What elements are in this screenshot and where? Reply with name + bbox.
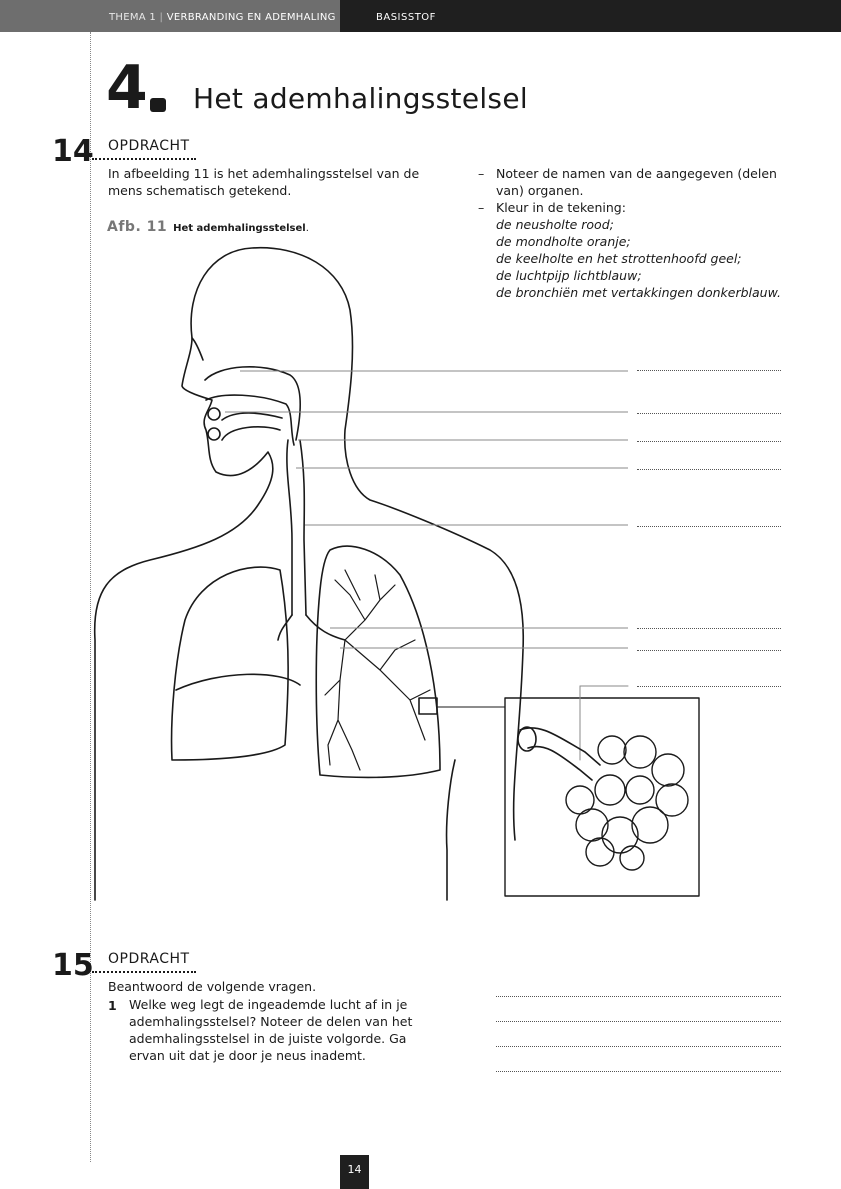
answer-line-5[interactable] bbox=[637, 526, 781, 527]
answer-line-8[interactable] bbox=[637, 686, 781, 687]
neck-left bbox=[192, 338, 203, 360]
page-number: 14 bbox=[340, 1155, 369, 1189]
dash: – bbox=[478, 200, 485, 215]
answer-line-7[interactable] bbox=[637, 650, 781, 651]
color-line-mondholte: de mondholte oranje; bbox=[496, 234, 631, 249]
bronchiole bbox=[520, 728, 600, 780]
intro-line-1: In afbeelding 11 is het ademhalingsstelsel van de bbox=[108, 166, 420, 181]
answer-line-4[interactable] bbox=[637, 469, 781, 470]
assignment-14-label: OPDRACHT bbox=[108, 138, 190, 154]
bronchus-left bbox=[278, 615, 292, 640]
assignment-15-dots bbox=[92, 971, 196, 973]
alveoli-cluster bbox=[566, 736, 688, 870]
color-line-neusholte: de neusholte rood; bbox=[496, 217, 614, 232]
left-lung bbox=[172, 567, 289, 760]
color-line-keelholte: de keelholte en het strottenhoofd geel; bbox=[496, 251, 742, 266]
trachea-right bbox=[300, 440, 306, 615]
question-1-line-4: ervan uit dat je door je neus inademt. bbox=[129, 1048, 366, 1063]
answer-line-2[interactable] bbox=[637, 413, 781, 414]
color-line-bronchien: de bronchiën met vertakkingen donkerblauw. bbox=[496, 285, 781, 300]
answer-line-q1-1[interactable] bbox=[496, 996, 781, 997]
assignment-14-number: 14 bbox=[52, 134, 94, 169]
body-outline bbox=[95, 248, 524, 900]
instruction-1-line-2: van) organen. bbox=[496, 183, 584, 198]
instruction-1-line-1: Noteer de namen van de aangegeven (delen bbox=[496, 166, 777, 181]
answer-line-1[interactable] bbox=[637, 370, 781, 371]
bronchiole-opening bbox=[518, 727, 536, 751]
answer-line-6[interactable] bbox=[637, 628, 781, 629]
palate bbox=[222, 413, 282, 420]
chapter-title: Het ademhalingsstelsel bbox=[193, 82, 528, 115]
figure-label: Afb. 11 bbox=[107, 219, 168, 235]
zoom-box-source bbox=[419, 698, 437, 714]
question-1-line-2: ademhalingsstelsel? Noteer de delen van het bbox=[129, 1014, 413, 1029]
bronchial-tree bbox=[325, 570, 430, 770]
figure-caption-text: Het ademhalingsstelsel bbox=[173, 223, 306, 234]
figure-caption-period: . bbox=[305, 223, 309, 234]
instruction-2-line-1: Kleur in de tekening: bbox=[496, 200, 626, 215]
header-thema: THEMA 1 bbox=[109, 12, 157, 23]
color-line-luchtpijp: de luchtpijp lichtblauw; bbox=[496, 268, 642, 283]
header-thema-title: VERBRANDING EN ADEMHALING bbox=[166, 12, 336, 23]
question-1-line-3: ademhalingsstelsel in de juiste volgorde. Ga bbox=[129, 1031, 407, 1046]
tongue bbox=[222, 427, 280, 440]
answer-line-3[interactable] bbox=[637, 441, 781, 442]
right-lung bbox=[316, 546, 440, 777]
intro-line-2: mens schematisch getekend. bbox=[108, 183, 292, 198]
tooth-lower bbox=[208, 428, 220, 440]
assignment-15-number: 15 bbox=[52, 948, 94, 983]
header-section: BASISSTOF bbox=[376, 12, 436, 23]
body-right-lower bbox=[447, 760, 455, 900]
question-1-text bbox=[129, 996, 419, 1064]
dash: – bbox=[478, 166, 485, 181]
question-1-line-1: Welke weg legt de ingeademde lucht af in je bbox=[129, 997, 408, 1012]
chapter-number: 4 bbox=[106, 53, 148, 123]
tooth-upper bbox=[208, 408, 220, 420]
question-1-number: 1 bbox=[108, 998, 117, 1013]
answer-line-q1-3[interactable] bbox=[496, 1046, 781, 1047]
trachea-left bbox=[287, 440, 292, 615]
answer-line-q1-2[interactable] bbox=[496, 1021, 781, 1022]
diaphragm bbox=[176, 674, 300, 690]
answer-line-q1-4[interactable] bbox=[496, 1071, 781, 1072]
header-theme: THEMA 1 | VERBRANDING EN ADEMHALING bbox=[109, 12, 336, 23]
assignment-15-intro: Beantwoord de volgende vragen. bbox=[108, 979, 317, 994]
assignment-15-label: OPDRACHT bbox=[108, 951, 190, 967]
